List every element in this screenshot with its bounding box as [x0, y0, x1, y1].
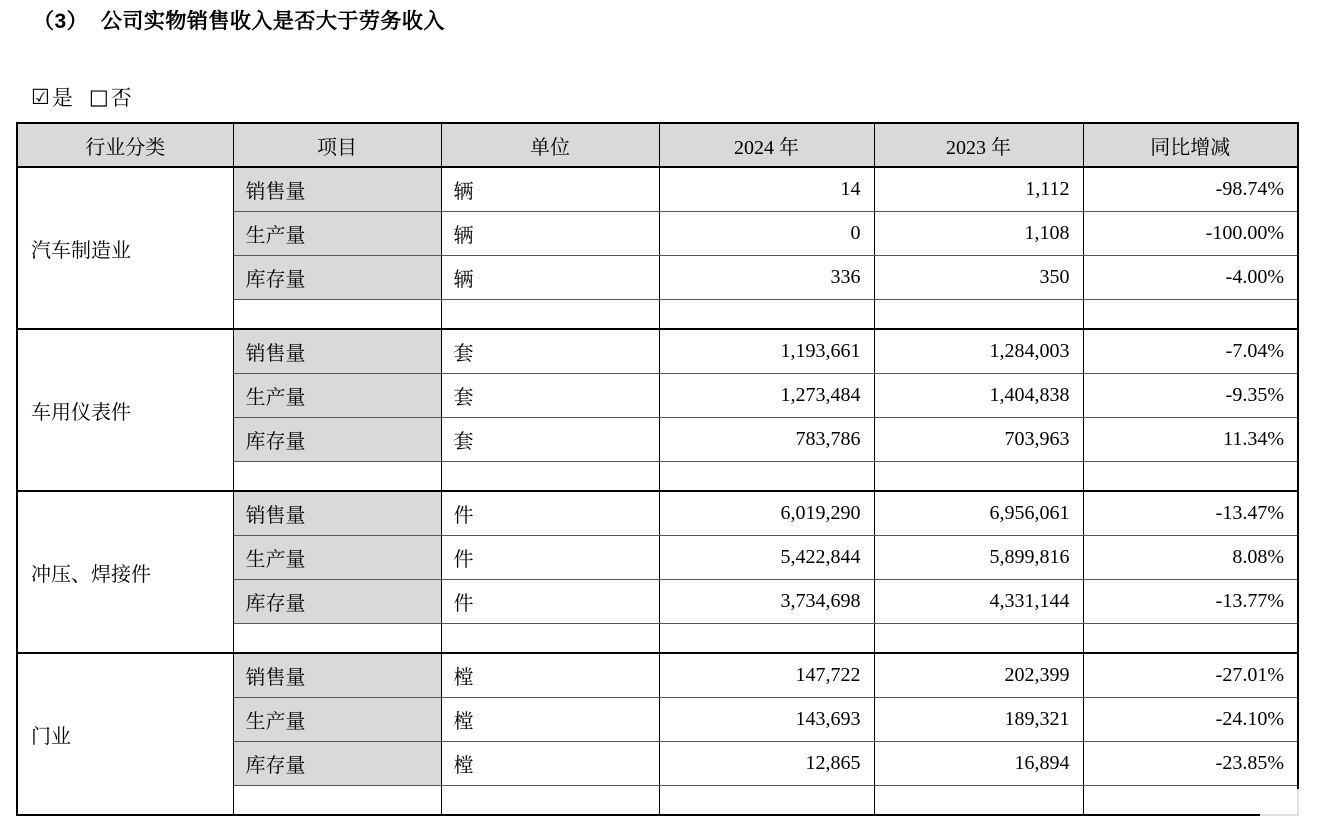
item-cell: 库存量 [233, 417, 441, 461]
yoy-cell: -7.04% [1083, 329, 1298, 373]
item-cell: 生产量 [233, 373, 441, 417]
table-row [17, 653, 1298, 697]
y2023-cell: 16,894 [874, 741, 1083, 785]
empty-cell [874, 299, 1083, 329]
y2024-cell: 1,273,484 [659, 373, 874, 417]
item-cell: 销售量 [233, 329, 441, 373]
item-cell: 生产量 [233, 535, 441, 579]
item-cell: 生产量 [233, 211, 441, 255]
unit-cell: 辆 [441, 211, 659, 255]
unit-cell: 辆 [441, 167, 659, 211]
empty-cell [659, 785, 874, 815]
industry-cell: 冲压、焊接件 [17, 491, 233, 653]
unit-cell: 樘 [441, 653, 659, 697]
empty-cell [441, 623, 659, 653]
empty-cell [874, 785, 1083, 815]
y2023-cell: 703,963 [874, 417, 1083, 461]
yoy-cell: 8.08% [1083, 535, 1298, 579]
table-row [17, 167, 1298, 211]
yoy-cell: 11.34% [1083, 417, 1298, 461]
y2024-cell: 336 [659, 255, 874, 299]
empty-cell [659, 461, 874, 491]
header-unit: 单位 [441, 123, 659, 167]
industry-cell: 门业 [17, 653, 233, 815]
y2023-cell: 5,899,816 [874, 535, 1083, 579]
header-industry: 行业分类 [17, 123, 233, 167]
unit-cell: 件 [441, 491, 659, 535]
empty-cell [1083, 785, 1298, 815]
empty-cell [659, 299, 874, 329]
empty-cell [441, 461, 659, 491]
empty-cell [874, 623, 1083, 653]
yoy-cell: -24.10% [1083, 697, 1298, 741]
empty-cell [1083, 299, 1298, 329]
y2023-cell: 1,112 [874, 167, 1083, 211]
empty-cell [233, 785, 441, 815]
yoy-cell: -100.00% [1083, 211, 1298, 255]
y2023-cell: 350 [874, 255, 1083, 299]
unit-cell: 樘 [441, 741, 659, 785]
y2024-cell: 6,019,290 [659, 491, 874, 535]
y2024-cell: 12,865 [659, 741, 874, 785]
item-cell: 库存量 [233, 579, 441, 623]
unit-cell: 件 [441, 579, 659, 623]
unit-cell: 套 [441, 417, 659, 461]
yoy-cell: -23.85% [1083, 741, 1298, 785]
y2024-cell: 5,422,844 [659, 535, 874, 579]
header-item: 项目 [233, 123, 441, 167]
empty-cell [441, 785, 659, 815]
yoy-cell: -27.01% [1083, 653, 1298, 697]
unit-cell: 套 [441, 329, 659, 373]
industry-cell: 汽车制造业 [17, 167, 233, 329]
header-2023: 2023 年 [874, 123, 1083, 167]
table-body [17, 167, 1298, 815]
empty-cell [1083, 461, 1298, 491]
table-header [17, 123, 1298, 167]
y2024-cell: 0 [659, 211, 874, 255]
item-cell: 库存量 [233, 255, 441, 299]
no-label: 否 [110, 86, 132, 110]
yes-label: 是 [51, 86, 73, 110]
unchecked-checkbox-icon: □ [88, 84, 109, 109]
y2024-cell: 143,693 [659, 697, 874, 741]
unit-cell: 套 [441, 373, 659, 417]
y2023-cell: 6,956,061 [874, 491, 1083, 535]
yoy-cell: -98.74% [1083, 167, 1298, 211]
empty-cell [233, 299, 441, 329]
item-cell: 销售量 [233, 653, 441, 697]
y2023-cell: 202,399 [874, 653, 1083, 697]
table-header-row [17, 123, 1298, 167]
yoy-cell: -4.00% [1083, 255, 1298, 299]
yoy-cell: -13.47% [1083, 491, 1298, 535]
y2023-cell: 1,284,003 [874, 329, 1083, 373]
header-2024: 2024 年 [659, 123, 874, 167]
yes-no-answer [31, 82, 132, 112]
empty-cell [874, 461, 1083, 491]
unit-cell: 樘 [441, 697, 659, 741]
y2023-cell: 1,108 [874, 211, 1083, 255]
y2023-cell: 189,321 [874, 697, 1083, 741]
industry-cell: 车用仪表件 [17, 329, 233, 491]
item-cell: 生产量 [233, 697, 441, 741]
table-row [17, 491, 1298, 535]
empty-cell [233, 623, 441, 653]
empty-cell [233, 461, 441, 491]
y2023-cell: 4,331,144 [874, 579, 1083, 623]
checked-checkbox-icon: ☑ [31, 84, 50, 109]
production-sales-table [16, 122, 1299, 816]
empty-cell [441, 299, 659, 329]
y2023-cell: 1,404,838 [874, 373, 1083, 417]
y2024-cell: 3,734,698 [659, 579, 874, 623]
unit-cell: 件 [441, 535, 659, 579]
empty-cell [659, 623, 874, 653]
table-row [17, 329, 1298, 373]
y2024-cell: 783,786 [659, 417, 874, 461]
page-title: （3） 公司实物销售收入是否大于劳务收入 [33, 10, 445, 33]
y2024-cell: 147,722 [659, 653, 874, 697]
empty-cell [1083, 623, 1298, 653]
y2024-cell: 1,193,661 [659, 329, 874, 373]
y2024-cell: 14 [659, 167, 874, 211]
unit-cell: 辆 [441, 255, 659, 299]
header-yoy: 同比增减 [1083, 123, 1298, 167]
yoy-cell: -9.35% [1083, 373, 1298, 417]
yoy-cell: -13.77% [1083, 579, 1298, 623]
item-cell: 库存量 [233, 741, 441, 785]
item-cell: 销售量 [233, 491, 441, 535]
item-cell: 销售量 [233, 167, 441, 211]
